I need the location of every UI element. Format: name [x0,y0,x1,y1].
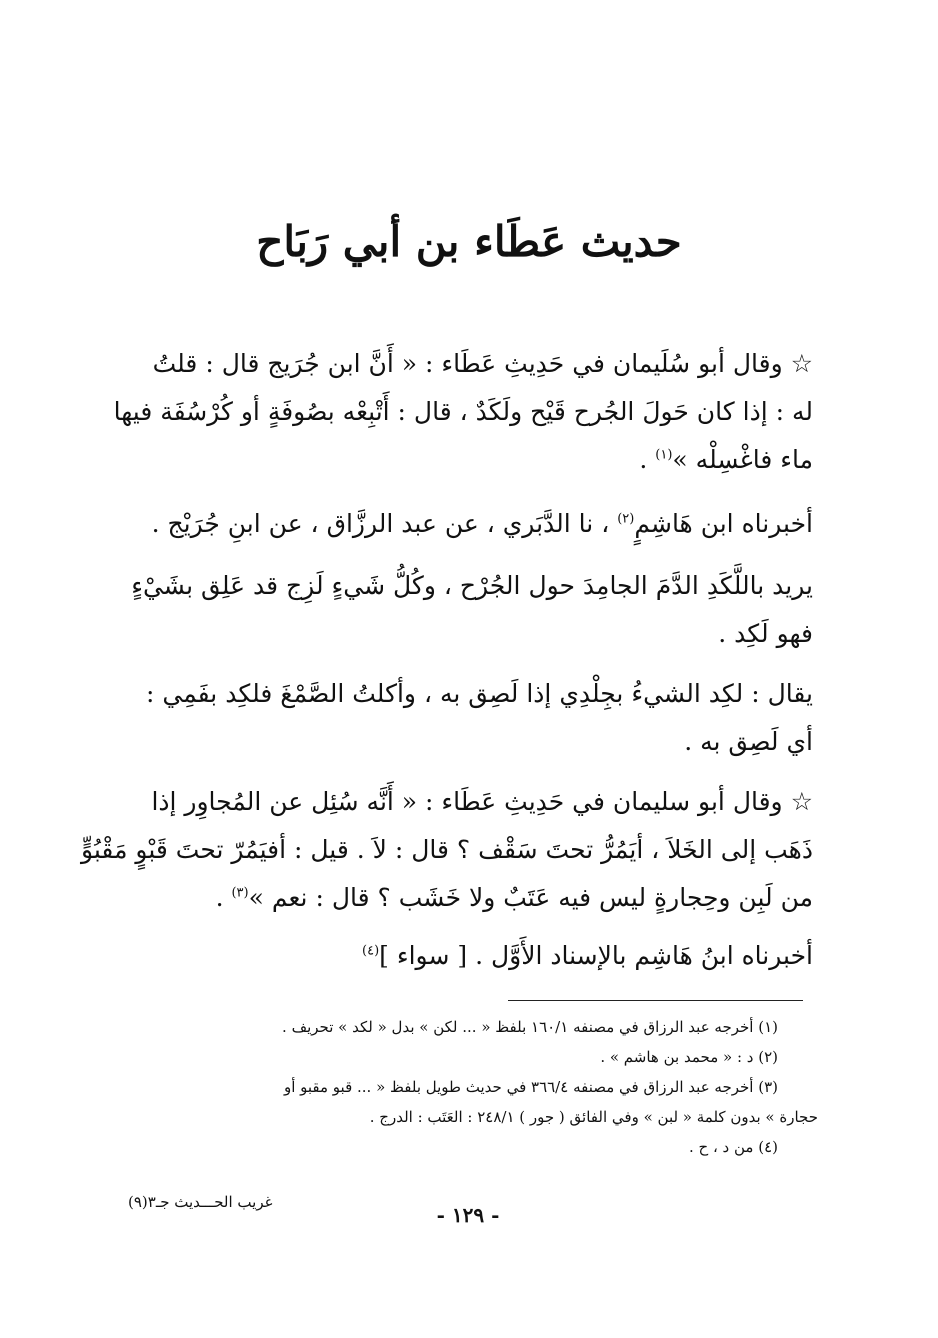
paragraph-5-end: . [215,883,232,912]
paragraph-1 [113,340,813,484]
page-title: حديث عَطَاء بن أبي رَبَاح [256,217,682,266]
footnote-ref-4: (٤) [362,943,380,959]
paragraph-1-line-3-text: ماء فاغْسِلْه » [672,445,813,474]
footnote-separator [508,1000,803,1001]
paragraph-3-line-1: يريد باللَّكَدِ الدَّمَ الجامِدَ حول الجُرْح ، وكُلُّ شَيءٍ لَزِج قد عَلِق بشَيْءٍ [131,571,813,600]
footnote-3-continuation: حجارة » بدون كلمة « لبن » وفي الفائق ( جور ) ٢٤٨/١ : العَتَب : الدرج . [369,1108,818,1126]
paragraph-3 [123,562,813,658]
paragraph-5 [80,778,813,922]
paragraph-2-text-a: أخبرناه ابن هَاشِمٍ [634,509,813,538]
paragraph-6-text: أخبرناه ابنُ هَاشِم بالإسناد الأَوَّل . [ سواء ] [379,941,813,970]
paragraph-5-line-3-text: من لَبِن وحِجارةٍ ليس فيه عَتَبٌ ولا خَشَب ؟ قال : نعم » [248,883,813,912]
footnote-4: (٤) من د ، ح . [688,1138,778,1156]
paragraph-3-line-2: فهو لَكِد . [718,619,813,648]
footnote-3: (٣) أخرجه عبد الرزاق في مصنفه ٣٦٦/٤ في حديث طويل بلفظ « ... قبو مقبو أو [283,1078,778,1096]
paragraph-5-line-1: ☆ وقال أبو سليمان في حَدِيثِ عَطَاء : « أَنَّه سُئِل عن المُجاوِر إذا [151,787,813,816]
paragraph-1-line-3 [123,436,813,484]
footnote-ref-1: (١) [655,447,673,463]
paragraph-6 [123,932,813,980]
paragraph-4-line-2: أي لَصِق به . [684,727,813,756]
paragraph-1-end: . [639,445,656,474]
footnote-ref-2: (٢) [617,511,635,527]
footnotes [98,1012,818,1162]
paragraph-5-line-3 [123,874,813,922]
paragraph-1-line-1: ☆ وقال أبو سُلَيمان في حَدِيثِ عَطَاء : « أَنَّ ابن جُرَيج قال : قلتُ [152,349,813,378]
paragraph-6-line-1 [123,932,813,980]
paragraph-2 [123,500,813,548]
paragraph-4-line-1: يقال : لكِد الشيءُ بجِلْدِي إذا لَصِق به ، وأكلتُ الصَّمْغَ فلكِد بفَمِي : [145,679,813,708]
paragraph-2-text-b: ، نا الدَّبَري ، عن عبد الرزَّاق ، عن ابنِ جُرَيْج . [151,509,618,538]
paragraph-1-line-2: له : إذا كان حَولَ الجُرح قَيْح ولَكَدٌ ، قال : أَتْبِعْه بصُوفَةٍ أو كُرْسُفَة فيها [113,397,813,426]
footnote-2: (٢) د : « محمد بن هاشم » . [600,1048,778,1066]
paragraph-4 [123,670,813,766]
footnote-1: (١) أخرجه عبد الرزاق في مصنفه ١٦٠/١ بلفظ « ... لكن » بدل « لكد » تحريف . [282,1018,778,1036]
paragraph-5-line-2: ذَهَب إلى الخَلاَ ، أيَمُرُّ تحتَ سَقْف ؟ قال : لاَ . قيل : أفيَمُرّ تحتَ قَبْوٍ مَقْبُوٍّ [80,835,813,864]
footnote-ref-3: (٣) [231,885,249,901]
page-number: - ١٢٩ - [436,1203,500,1227]
paragraph-2-line-1 [123,500,813,548]
signature-mark: غريب الحـــديث جـ٣(٩) [128,1193,273,1211]
